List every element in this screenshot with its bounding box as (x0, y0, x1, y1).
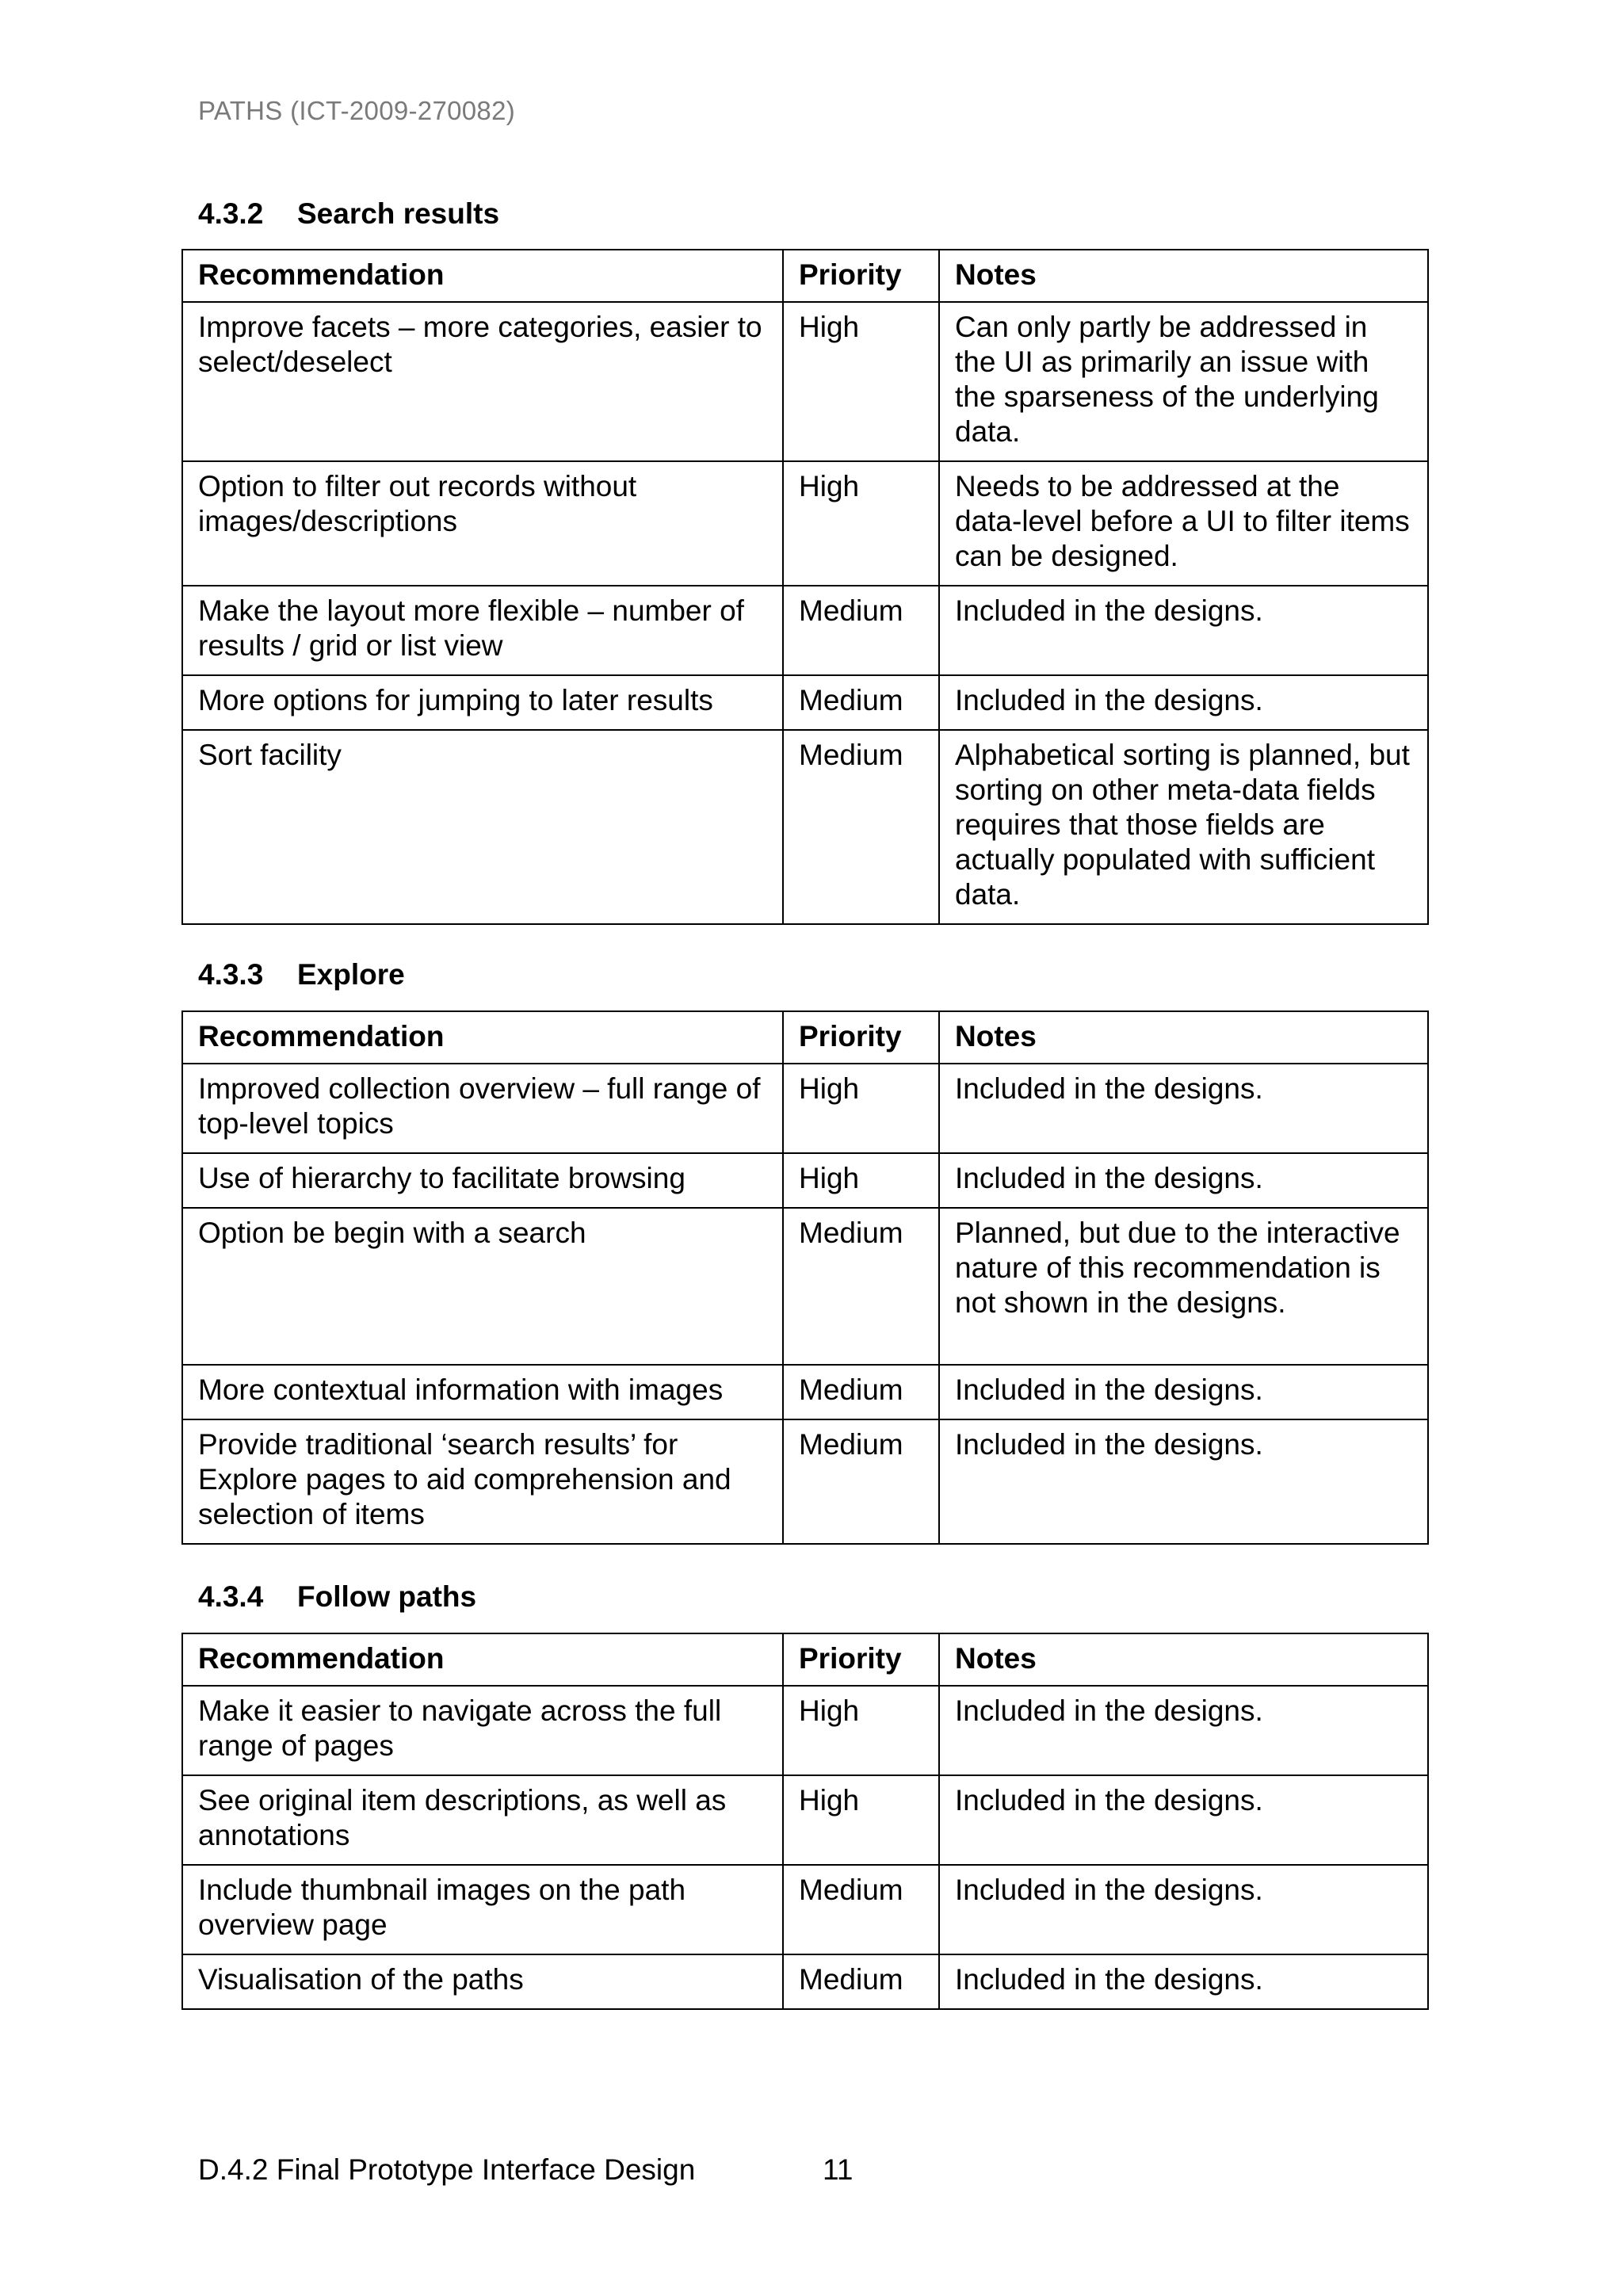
cell-priority: Medium (783, 1365, 939, 1419)
header-priority: Priority (783, 1633, 939, 1686)
cell-priority: High (783, 1064, 939, 1153)
header-recommendation: Recommendation (182, 1633, 783, 1686)
cell-notes: Included in the designs. (939, 675, 1428, 730)
cell-notes: Included in the designs. (939, 1954, 1428, 2009)
section-number: 4.3.4 (198, 1580, 264, 1613)
table-row (182, 1954, 1428, 2009)
cell-notes: Planned, but due to the interactive nature of this recommendation is not shown in the designs. (939, 1208, 1428, 1365)
table-row (182, 675, 1428, 730)
cell-notes: Included in the designs. (939, 1686, 1428, 1775)
cell-notes: Included in the designs. (939, 1153, 1428, 1208)
cell-priority: High (783, 461, 939, 586)
cell-priority: Medium (783, 1865, 939, 1954)
table-header-row (182, 250, 1428, 302)
cell-priority: Medium (783, 1954, 939, 2009)
cell-recommendation: More options for jumping to later results (182, 675, 783, 730)
header-priority: Priority (783, 250, 939, 302)
explore-table (181, 1010, 1429, 1545)
footer-page-number: 11 (823, 2153, 854, 2186)
cell-notes: Included in the designs. (939, 1064, 1428, 1153)
section-title: Search results (297, 197, 500, 230)
footer-document-title: D.4.2 Final Prototype Interface Design (198, 2153, 696, 2186)
header-notes: Notes (939, 1633, 1428, 1686)
cell-recommendation: Use of hierarchy to facilitate browsing (182, 1153, 783, 1208)
section-heading-search-results (198, 197, 499, 231)
cell-notes: Can only partly be addressed in the UI as primarily an issue with the sparseness of the underlying data. (939, 302, 1428, 461)
table-row (182, 1775, 1428, 1865)
cell-priority: Medium (783, 586, 939, 675)
cell-recommendation: Provide traditional ‘search results’ for Explore pages to aid comprehension and selection of items (182, 1419, 783, 1544)
cell-priority: High (783, 302, 939, 461)
cell-recommendation: Make it easier to navigate across the full range of pages (182, 1686, 783, 1775)
cell-priority: High (783, 1686, 939, 1775)
search-results-table (181, 249, 1429, 925)
cell-priority: High (783, 1775, 939, 1865)
table-row (182, 1064, 1428, 1153)
header-notes: Notes (939, 250, 1428, 302)
cell-priority: Medium (783, 675, 939, 730)
cell-notes: Alphabetical sorting is planned, but sorting on other meta-data fields requires that those fields are actually populated with sufficient data. (939, 730, 1428, 924)
cell-priority: Medium (783, 1419, 939, 1544)
cell-recommendation: Make the layout more flexible – number of results / grid or list view (182, 586, 783, 675)
table-row (182, 461, 1428, 586)
table-header-row (182, 1011, 1428, 1064)
header-notes: Notes (939, 1011, 1428, 1064)
cell-recommendation: Improve facets – more categories, easier to select/deselect (182, 302, 783, 461)
cell-priority: Medium (783, 1208, 939, 1365)
cell-notes: Included in the designs. (939, 1775, 1428, 1865)
table-row (182, 730, 1428, 924)
table-row (182, 586, 1428, 675)
cell-priority: High (783, 1153, 939, 1208)
cell-recommendation: More contextual information with images (182, 1365, 783, 1419)
cell-notes: Needs to be addressed at the data-level before a UI to filter items can be designed. (939, 461, 1428, 586)
cell-priority: Medium (783, 730, 939, 924)
cell-recommendation: Include thumbnail images on the path overview page (182, 1865, 783, 1954)
section-number: 4.3.2 (198, 197, 264, 230)
cell-notes: Included in the designs. (939, 1419, 1428, 1544)
table-row (182, 1686, 1428, 1775)
table-row (182, 302, 1428, 461)
table-row (182, 1419, 1428, 1544)
cell-recommendation: See original item descriptions, as well as annotations (182, 1775, 783, 1865)
cell-recommendation: Sort facility (182, 730, 783, 924)
table-header-row (182, 1633, 1428, 1686)
cell-recommendation: Option be begin with a search (182, 1208, 783, 1365)
cell-recommendation: Improved collection overview – full range of top-level topics (182, 1064, 783, 1153)
running-header: PATHS (ICT-2009-270082) (198, 96, 516, 125)
header-priority: Priority (783, 1011, 939, 1064)
cell-recommendation: Option to filter out records without images/descriptions (182, 461, 783, 586)
cell-notes: Included in the designs. (939, 1865, 1428, 1954)
cell-notes: Included in the designs. (939, 586, 1428, 675)
section-heading-explore (198, 958, 405, 991)
cell-recommendation: Visualisation of the paths (182, 1954, 783, 2009)
table-row (182, 1865, 1428, 1954)
section-title: Follow paths (297, 1580, 477, 1613)
follow-paths-table (181, 1633, 1429, 2010)
section-heading-follow-paths (198, 1580, 476, 1614)
section-number: 4.3.3 (198, 958, 264, 991)
section-title: Explore (297, 958, 405, 991)
table-row (182, 1208, 1428, 1365)
table-row (182, 1153, 1428, 1208)
cell-notes: Included in the designs. (939, 1365, 1428, 1419)
header-recommendation: Recommendation (182, 250, 783, 302)
table-row (182, 1365, 1428, 1419)
header-recommendation: Recommendation (182, 1011, 783, 1064)
